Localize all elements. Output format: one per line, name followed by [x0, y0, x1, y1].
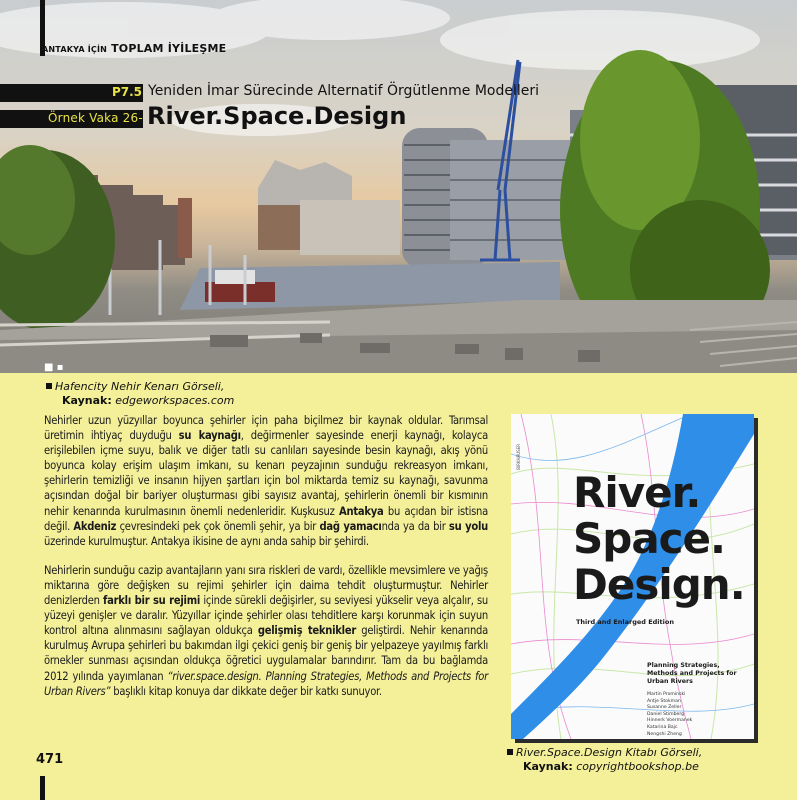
text-run: Nehirler uzun yüzyıllar boyunca şehirler için paha biçilmez bir kaynak oldular. Tarımsal üretimin ihtiyaç duyduğu [44, 414, 488, 443]
book-author: Hinnerk Voermanek [647, 718, 693, 724]
book-authors [647, 692, 747, 738]
book-title-line: Design. [573, 560, 745, 609]
emphasis: Antakya [339, 504, 384, 518]
book-caption-source-label: Kaynak: [523, 760, 573, 773]
book-edition: Third and Enlarged Edition [576, 618, 674, 626]
emphasis: gelişmiş teknikler [257, 624, 357, 638]
book-author: Susanne Zeller [647, 705, 682, 711]
section-title: Yeniden İmar Sürecinde Alternatif Örgütlenme Modelleri [148, 83, 540, 99]
text-run: çevresindeki pek çok önemli şehir, ya bir [116, 519, 320, 533]
book-subtitle: Planning Strategies, Methods and Projects for Urban Rivers [647, 662, 737, 685]
text-run: içinde sürekli değişirler, su seviyesi yükselir veya alçalır, su yüzeyi genişler ve daralır. Yüzyıllar içinde şehirler olası tehditlere karşı korunmak için suyun kontrol altına alınmasını sağlayan oldukça [44, 594, 488, 638]
hafencity-illustration [0, 0, 797, 373]
book-caption [507, 746, 702, 774]
caption-square-icon [507, 749, 513, 755]
emphasis: dağ yamacı [319, 519, 382, 533]
page-number: 471 [36, 752, 64, 767]
footer-marker-bar [40, 776, 45, 800]
book-caption-title: River.Space.Design Kitabı Görseli, [516, 746, 703, 759]
book-author: Martin Prominski [647, 692, 686, 697]
text-run: nda ya da bir [381, 519, 449, 533]
hero-caption-source-label: Kaynak: [62, 394, 112, 407]
series-tag-prefix: ANTAKYA İÇİN [42, 45, 108, 54]
emphasis: su yolu [448, 519, 488, 533]
section-code: P7.5 [111, 85, 142, 99]
book-title [573, 470, 745, 608]
text-run: Nehirlerin sunduğu cazip avantajların yanı sıra riskleri de vardı, özellikle mevsimlere ve yağış miktarına göre değişken su rejimi şehirler için daima tehdit oluşturmuştur. Nehirler denizlerden [44, 563, 488, 608]
paragraph-2 [44, 563, 488, 699]
emphasis: Akdeniz [73, 519, 117, 533]
hero-dots: ■ ▪ [44, 362, 64, 373]
body-text [44, 413, 488, 713]
book-title-citation: “river.space.design. Planning Strategies, Methods and Projects for Urban Rivers” [44, 669, 488, 698]
series-tag-main: TOPLAM İYİLEŞME [111, 42, 227, 55]
hero-caption [46, 380, 234, 408]
caption-square-icon [46, 383, 52, 389]
book-title-line: Space. [573, 514, 725, 563]
book-title-line: River. [573, 468, 701, 517]
hero-caption-title: Hafencity Nehir Kenarı Görseli, [55, 380, 225, 393]
text-run: başlıklı kitap konuya dar dikkate değer bir katkı sunuyor. [110, 684, 382, 698]
book-caption-source: copyrightbookshop.be [576, 760, 699, 773]
book-author: Antje Stokman [647, 698, 681, 704]
text-run: üzerinde kurulmuştur. Antakya ikisine de aynı anda sahip bir şehirdi. [44, 534, 369, 548]
hero-photo [0, 0, 797, 373]
emphasis: su kaynağı [178, 429, 241, 443]
text-run: , değirmenler sayesinde enerji kaynağı, kolayca erişilebilen içme suyu, balık ve diğer tatlı su canlıları sayesinde besin kaynağı, akış yönü boyunca kolay erişim ulaşım imkanı, su kenarı peyzajının sunduğu rekreasyon imkanı, şehirlerin temizliği ve insanın hijyen şartları için bol miktarda temiz su kaynağı, savunma açısından doğal bir bariyer oluşturması gibi sayısız avantaj, şehirlerin önemli bir kısmının nehir kenarında kurulmasının önemli nedenleridir. Kuşkusuz [44, 429, 488, 518]
book-author: Nengshi Zheng [647, 731, 682, 737]
book-author: Daniel Stimberg [647, 711, 685, 717]
emphasis: farklı bir su rejimi [103, 594, 201, 608]
hero-caption-source: edgeworkspaces.com [115, 394, 235, 407]
book-cover [511, 414, 754, 739]
paragraph-1 [44, 413, 488, 549]
text-run: bu açıdan bir istisna değil. [44, 504, 488, 533]
case-title: River.Space.Design [147, 102, 407, 130]
case-label: Örnek Vaka 26- [48, 111, 143, 125]
book-author: Katarina Bajc [647, 724, 678, 730]
text-run: geliştirdi. Nehir kenarında kurulmuş Avrupa şehirleri bu bakımdan ilgi çekici geniş bir geniş bir yelpazeye yayılmış farklı örnekler sunması açısından oldukça öğretici uygulamalar barındırır. Tam da bu bağlamda 2012 yılında yayımlanan [44, 624, 488, 683]
book-publisher: BIRKHÄUSER [516, 444, 521, 470]
series-tag [42, 42, 226, 55]
